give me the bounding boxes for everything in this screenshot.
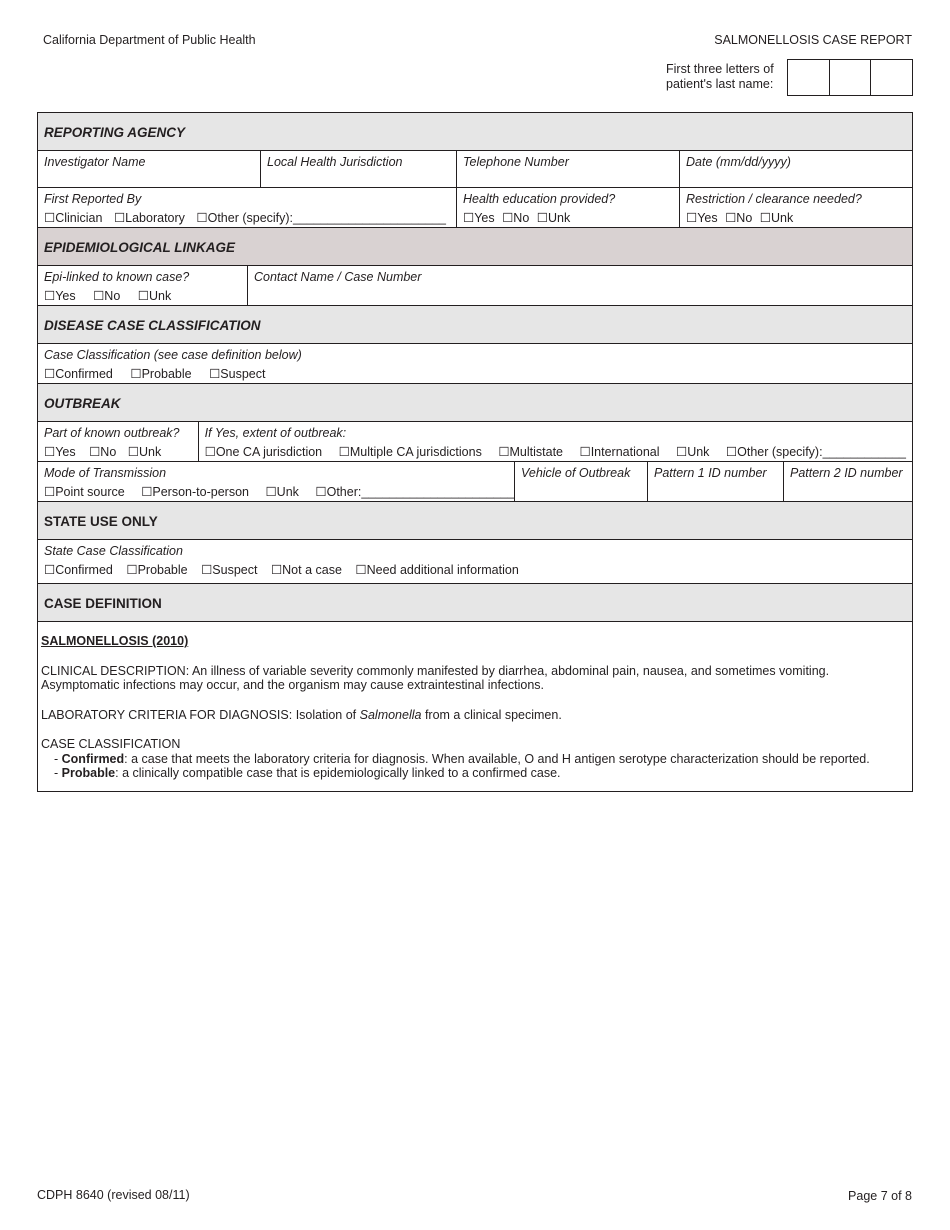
first-reported-label: First Reported By bbox=[44, 192, 142, 206]
classification-cell bbox=[38, 344, 912, 383]
disease-classification-heading: DISEASE CASE CLASSIFICATION bbox=[38, 306, 912, 344]
report-date-field[interactable] bbox=[680, 151, 912, 187]
epi-linkage-heading: EPIDEMIOLOGICAL LINKAGE bbox=[38, 228, 912, 266]
outbreak-extent-label: If Yes, extent of outbreak: bbox=[204, 426, 347, 440]
lastname-letter-3-field[interactable] bbox=[871, 60, 912, 95]
lastname-label: First three letters of patient's last name: bbox=[666, 62, 774, 91]
date-label: Date (mm/dd/yyyy) bbox=[686, 155, 791, 169]
mode-transmission-label: Mode of Transmission bbox=[44, 466, 167, 480]
outbreak-no-checkbox[interactable]: ☐No bbox=[89, 445, 117, 459]
epi-linked-cell bbox=[38, 266, 248, 305]
epi-row bbox=[38, 266, 912, 306]
reporting-agency-heading: REPORTING AGENCY bbox=[38, 113, 912, 151]
health-ed-no-checkbox[interactable]: ☐No bbox=[502, 211, 530, 225]
state-suspect-checkbox[interactable]: ☐Suspect bbox=[201, 563, 258, 577]
classification-probable-checkbox[interactable]: ☐Probable bbox=[130, 367, 192, 381]
investigator-name-label: Investigator Name bbox=[44, 155, 146, 169]
classification-suspect-checkbox[interactable]: ☐Suspect bbox=[209, 367, 266, 381]
restriction-cell bbox=[680, 188, 912, 227]
part-of-outbreak-label: Part of known outbreak? bbox=[44, 426, 180, 440]
lab-criteria: LABORATORY CRITERIA FOR DIAGNOSIS: Isolation of Salmonella from a clinical specimen. bbox=[41, 707, 562, 722]
case-report-form bbox=[37, 112, 913, 792]
form-id: CDPH 8640 (revised 08/11) bbox=[37, 1188, 190, 1202]
extent-multiple-ca-checkbox[interactable]: ☐Multiple CA jurisdictions bbox=[338, 445, 482, 459]
vehicle-label: Vehicle of Outbreak bbox=[521, 466, 631, 480]
restriction-no-checkbox[interactable]: ☐No bbox=[725, 211, 753, 225]
confirmed-definition: - Confirmed: a case that meets the laboratory criteria for diagnosis. When available, O and H antigen serotype characterization should be reported. bbox=[54, 751, 870, 766]
state-confirmed-checkbox[interactable]: ☐Confirmed bbox=[44, 563, 113, 577]
telephone-number-field[interactable] bbox=[457, 151, 680, 187]
outbreak-yes-checkbox[interactable]: ☐Yes bbox=[44, 445, 76, 459]
state-not-a-case-checkbox[interactable]: ☐Not a case bbox=[270, 563, 342, 577]
laboratory-checkbox[interactable]: ☐Laboratory bbox=[113, 211, 185, 225]
restriction-label: Restriction / clearance needed? bbox=[686, 192, 862, 206]
case-definition-body bbox=[38, 622, 912, 791]
health-ed-unk-checkbox[interactable]: ☐Unk bbox=[536, 211, 571, 225]
outbreak-extent-cell bbox=[199, 422, 912, 461]
pattern-1-label: Pattern 1 ID number bbox=[654, 466, 767, 480]
page-number: Page 7 of 8 bbox=[848, 1189, 912, 1203]
clinician-checkbox[interactable]: ☐Clinician bbox=[44, 211, 103, 225]
vehicle-outbreak-field[interactable] bbox=[515, 462, 648, 501]
epi-unk-checkbox[interactable]: ☐Unk bbox=[137, 289, 172, 303]
mode-transmission-cell bbox=[38, 462, 515, 501]
state-probable-checkbox[interactable]: ☐Probable bbox=[126, 563, 188, 577]
reporting-row-1 bbox=[38, 151, 912, 188]
extent-other-checkbox[interactable]: ☐Other (specify):____________ bbox=[725, 445, 906, 459]
extent-multistate-checkbox[interactable]: ☐Multistate bbox=[498, 445, 564, 459]
clinical-description: CLINICAL DESCRIPTION: An illness of variable severity commonly manifested by diarrhea, abdominal pain, nausea, and sometimes vomiting. Asymptomatic infections may occur, and the organism may cause extraintestinal infections. bbox=[41, 663, 830, 692]
contact-label: Contact Name / Case Number bbox=[254, 270, 422, 284]
health-education-cell bbox=[457, 188, 680, 227]
outbreak-row-1 bbox=[38, 422, 912, 462]
state-classification-cell bbox=[38, 540, 912, 583]
definition-title: SALMONELLOSIS (2010) bbox=[41, 634, 189, 648]
epi-no-checkbox[interactable]: ☐No bbox=[93, 289, 121, 303]
state-classification-label: State Case Classification bbox=[44, 544, 183, 558]
classification-confirmed-checkbox[interactable]: ☐Confirmed bbox=[44, 367, 113, 381]
outbreak-unk-checkbox[interactable]: ☐Unk bbox=[127, 445, 162, 459]
state-row bbox=[38, 540, 912, 584]
epi-linked-label: Epi-linked to known case? bbox=[44, 270, 190, 284]
mode-unk-checkbox[interactable]: ☐Unk bbox=[265, 485, 299, 499]
mode-other-checkbox[interactable]: ☐Other:______________________ bbox=[315, 485, 515, 499]
state-use-heading: STATE USE ONLY bbox=[38, 502, 912, 540]
probable-definition: - Probable: a clinically compatible case that is epidemiologically linked to a confirmed case. bbox=[54, 766, 561, 780]
extent-unk-checkbox[interactable]: ☐Unk bbox=[676, 445, 710, 459]
part-of-outbreak-cell bbox=[38, 422, 199, 461]
local-health-jurisdiction-field[interactable] bbox=[261, 151, 457, 187]
lastname-letter-2-field[interactable] bbox=[830, 60, 872, 95]
classification-label: Case Classification (see case definition below) bbox=[44, 348, 302, 362]
case-classification-heading: CASE CLASSIFICATION bbox=[41, 737, 181, 751]
mode-point-source-checkbox[interactable]: ☐Point source bbox=[44, 485, 125, 499]
report-title: SALMONELLOSIS CASE REPORT bbox=[714, 33, 912, 47]
mode-person-to-person-checkbox[interactable]: ☐Person-to-person bbox=[141, 485, 249, 499]
restriction-unk-checkbox[interactable]: ☐Unk bbox=[759, 211, 794, 225]
reporting-row-2 bbox=[38, 188, 912, 228]
telephone-label: Telephone Number bbox=[463, 155, 569, 169]
health-ed-yes-checkbox[interactable]: ☐Yes bbox=[463, 211, 495, 225]
lastname-boxes bbox=[787, 59, 913, 96]
lhj-label: Local Health Jurisdiction bbox=[267, 155, 403, 169]
classification-row bbox=[38, 344, 912, 384]
epi-yes-checkbox[interactable]: ☐Yes bbox=[44, 289, 76, 303]
pattern-2-label: Pattern 2 ID number bbox=[790, 466, 903, 480]
extent-one-ca-checkbox[interactable]: ☐One CA jurisdiction bbox=[204, 445, 323, 459]
pattern-1-field[interactable] bbox=[648, 462, 784, 501]
case-definition-heading: CASE DEFINITION bbox=[38, 584, 912, 622]
investigator-name-field[interactable] bbox=[38, 151, 261, 187]
outbreak-row-2 bbox=[38, 462, 912, 502]
state-need-info-checkbox[interactable]: ☐Need additional information bbox=[355, 563, 519, 577]
lastname-letter-1-field[interactable] bbox=[788, 60, 830, 95]
other-specify-checkbox[interactable]: ☐Other (specify):______________________ bbox=[196, 211, 446, 225]
extent-international-checkbox[interactable]: ☐International bbox=[579, 445, 660, 459]
first-reported-by-cell bbox=[38, 188, 457, 227]
health-education-label: Health education provided? bbox=[463, 192, 616, 206]
outbreak-heading: OUTBREAK bbox=[38, 384, 912, 422]
pattern-2-field[interactable] bbox=[784, 462, 912, 501]
agency-name: California Department of Public Health bbox=[43, 33, 256, 47]
restriction-yes-checkbox[interactable]: ☐Yes bbox=[686, 211, 718, 225]
contact-name-field[interactable] bbox=[248, 266, 912, 305]
